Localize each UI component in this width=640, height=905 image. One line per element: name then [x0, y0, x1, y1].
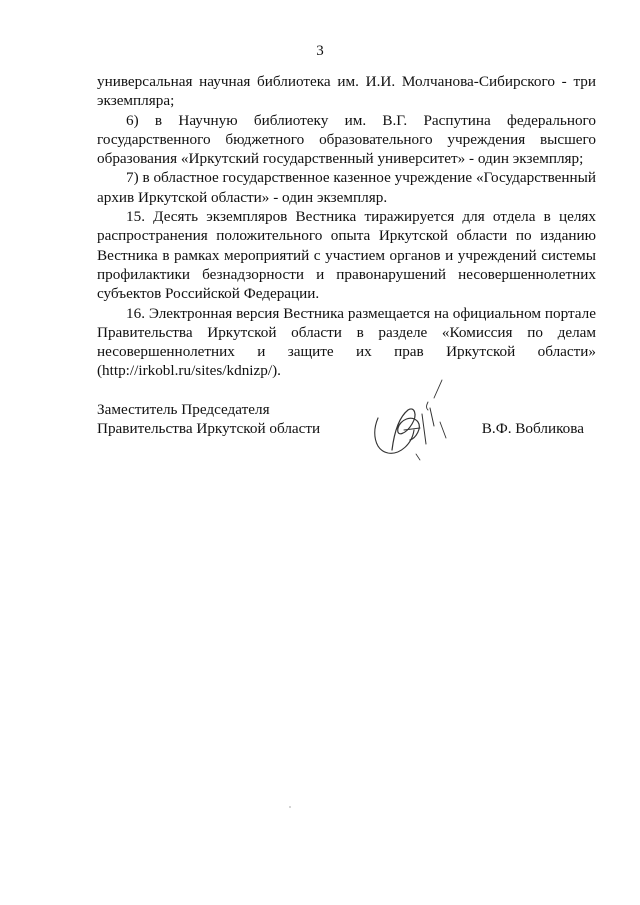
paragraph-library-continuation: универсальная научная библиотека им. И.И. Молчанова-Сибирского - три экземпляра;	[97, 73, 596, 110]
signatory-title	[97, 400, 320, 439]
signatory-title-line-2: Правительства Иркутской области	[97, 420, 321, 438]
document-body	[97, 72, 596, 381]
paragraph-item-6: 6) в Научную библиотеку им. В.Г. Распутина федерального государственного бюджетного образовательного учреждения высшего образования «Иркутский государственный университет» - один экземпляр;	[97, 111, 596, 168]
paragraph-item-7: 7) в областное государственное казенное учреждение «Государственный архив Иркутской области» - один экземпляр.	[97, 169, 596, 206]
handwritten-signature-icon	[368, 378, 458, 470]
page-number: 3	[316, 43, 324, 59]
signatory-name: В.Ф. Вобликова	[481, 420, 584, 437]
scan-speck	[289, 806, 291, 808]
paragraph-clause-15: 15. Десять экземпляров Вестника тиражируется для отдела в целях распространения положительного опыта Иркутской области по изданию Вестника в рамках мероприятий с участием органов и учреждений системы профилактики безнадзорности и правонарушений несовершеннолетних субъектов Российской Федерации.	[97, 208, 596, 303]
signatory-title-line-1: Заместитель Председателя	[97, 401, 270, 418]
signature-block	[97, 400, 596, 470]
paragraph-clause-16: 16. Электронная версия Вестника размещается на официальном портале Правительства Иркутской области в разделе «Комиссия по делам несовершеннолетних и защите их прав Иркутской области» (http://irkobl.ru/sites/kdnizp/).	[97, 304, 596, 380]
